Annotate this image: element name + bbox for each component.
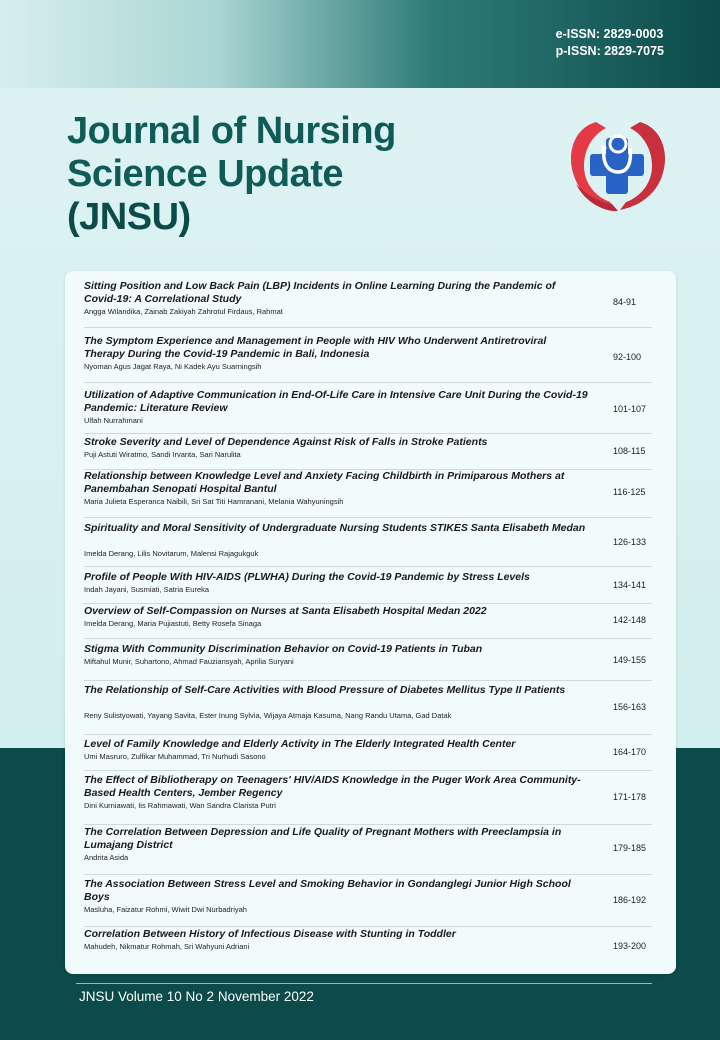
journal-title-line-3: (JNSU)	[67, 196, 191, 238]
article-pages: 116-125	[613, 487, 646, 497]
article-title[interactable]: The Relationship of Self-Care Activities with Blood Pressure of Diabetes Mellitus Type II Patients	[84, 684, 566, 696]
article-pages: 126-133	[613, 537, 647, 547]
article-row[interactable]	[84, 738, 652, 771]
article-row[interactable]	[84, 436, 652, 470]
article-authors: Imelda Derang, Maria Pujiastuti, Betty Rosefa Sinaga	[84, 619, 262, 628]
journal-title-line-2: Science Update	[67, 153, 343, 195]
article-title[interactable]: Level of Family Knowledge and Elderly Activity in The Elderly Integrated Health Center	[84, 738, 516, 750]
article-row[interactable]	[84, 470, 652, 518]
article-title[interactable]: Stigma With Community Discrimination Behavior on Covid-19 Patients in Tuban	[84, 643, 483, 655]
issn-block	[556, 26, 664, 60]
article-title[interactable]: Overview of Self-Compassion on Nurses at Santa Elisabeth Hospital Medan 2022	[84, 605, 487, 617]
article-title[interactable]: The Association Between Stress Level and Smoking Behavior in Gondanglegi Junior High School Boys	[84, 878, 571, 903]
article-title[interactable]: Spirituality and Moral Sensitivity of Undergraduate Nursing Students STIKES Santa Elisabeth Medan	[84, 522, 586, 534]
article-title[interactable]: Stroke Severity and Level of Dependence Against Risk of Falls in Stroke Patients	[84, 436, 488, 448]
article-authors: Imelda Derang, Lilis Novitarum, Malensi Rajagukguk	[84, 549, 259, 558]
article-authors: Indah Jayani, Susmiati, Satria Eureka	[84, 585, 210, 594]
article-title[interactable]: The Correlation Between Depression and Life Quality of Pregnant Mothers with Preeclampsia in Lumajang District	[84, 826, 562, 851]
article-title[interactable]: The Symptom Experience and Management in People with HIV Who Underwent Antiretroviral Therapy During the Covid-19 Pandemic in Bali, Indonesia	[84, 335, 547, 360]
article-row[interactable]	[84, 571, 652, 604]
article-authors: Dini Kurniawati, Iis Rahmawati, Wan Sandra Clarista Putri	[84, 801, 276, 810]
article-row[interactable]	[84, 389, 652, 434]
article-authors: Miftahul Munir, Suhartono, Ahmad Fauziansyah, Aprilia Suryani	[84, 657, 294, 666]
article-pages: 101-107	[613, 404, 647, 414]
p-issn: p-ISSN: 2829-7075	[555, 44, 664, 58]
article-pages: 142-148	[613, 615, 647, 625]
article-row[interactable]	[84, 774, 652, 825]
article-row[interactable]	[84, 878, 652, 927]
article-title[interactable]: Sitting Position and Low Back Pain (LBP) Incidents in Online Learning During the Pandemic of Covid-19: A Correlational Study	[84, 280, 556, 305]
article-title[interactable]: Utilization of Adaptive Communication in End-Of-Life Care in Intensive Care Unit During the Covid-19 Pandemic: Literature Review	[84, 389, 588, 414]
article-pages: 164-170	[613, 747, 647, 757]
article-authors: Nyoman Agus Jagat Raya, Ni Kadek Ayu Suarningsih	[84, 362, 262, 371]
article-title[interactable]: Relationship between Knowledge Level and Anxiety Facing Childbirth in Primiparous Mothers at Panembahan Senopati Hospital Bantul	[84, 470, 565, 495]
article-pages: 134-141	[613, 580, 647, 590]
article-row[interactable]	[84, 605, 652, 639]
article-title[interactable]: Correlation Between History of Infectious Disease with Stunting in Toddler	[84, 928, 456, 940]
article-row[interactable]	[84, 335, 652, 383]
journal-title	[67, 110, 396, 239]
article-authors: Puji Astuti Wiratmo, Sandi Irvanta, Sari Narulita	[84, 450, 241, 459]
article-row[interactable]	[84, 280, 652, 328]
e-issn: e-ISSN: 2829-0003	[555, 27, 664, 41]
article-pages: 84-91	[613, 297, 637, 307]
article-pages: 108-115	[613, 446, 646, 456]
footer-divider	[76, 983, 652, 984]
issue-info: JNSU Volume 10 No 2 November 2022	[79, 989, 314, 1004]
article-pages: 92-100	[613, 352, 642, 362]
article-title[interactable]: The Effect of Bibliotherapy on Teenagers' HIV/AIDS Knowledge in the Puger Work Area Community-Based Health Centers, Jember Regency	[84, 774, 581, 799]
article-row[interactable]	[84, 643, 652, 681]
article-pages: 156-163	[613, 702, 647, 712]
journal-title-line-1: Journal of Nursing	[67, 110, 396, 152]
article-authors: Umi Masruro, Zulfikar Muhammad, Tri Nurhudi Sasono	[84, 752, 266, 761]
article-authors: Reny Sulistyowati, Yayang Savita, Ester Inung Sylvia, Wijaya Atmaja Kasuma, Nang Randu Utama, Gad Datak	[84, 711, 452, 720]
article-row[interactable]	[84, 684, 652, 735]
article-row[interactable]	[84, 826, 652, 875]
article-row[interactable]	[84, 928, 652, 968]
article-authors: Maria Julieta Esperanca Naibili, Sri Sat Titi Hamranani, Melania Wahyuningsih	[84, 497, 344, 506]
article-authors: Andrita Asida	[84, 853, 129, 862]
article-authors: Angga Wilandika, Zainab Zakiyah Zahrotul Firdaus, Rahmat	[84, 307, 283, 316]
article-authors: Masluha, Faizatur Rohmi, Wiwit Dwi Nurbadriyah	[84, 905, 247, 914]
article-row[interactable]	[84, 522, 652, 567]
article-pages: 193-200	[613, 941, 647, 951]
article-pages: 171-178	[613, 792, 647, 802]
article-pages: 186-192	[613, 895, 647, 905]
article-title[interactable]: Profile of People With HIV-AIDS (PLWHA) During the Covid-19 Pandemic by Stress Levels	[84, 571, 530, 583]
article-pages: 179-185	[613, 843, 647, 853]
article-pages: 149-155	[613, 655, 647, 665]
nursing-logo-icon	[566, 114, 670, 214]
article-authors: Ulfah Nurrahmani	[84, 416, 143, 425]
article-authors: Mahudeh, Nikmatur Rohmah, Sri Wahyuni Adriani	[84, 942, 250, 951]
